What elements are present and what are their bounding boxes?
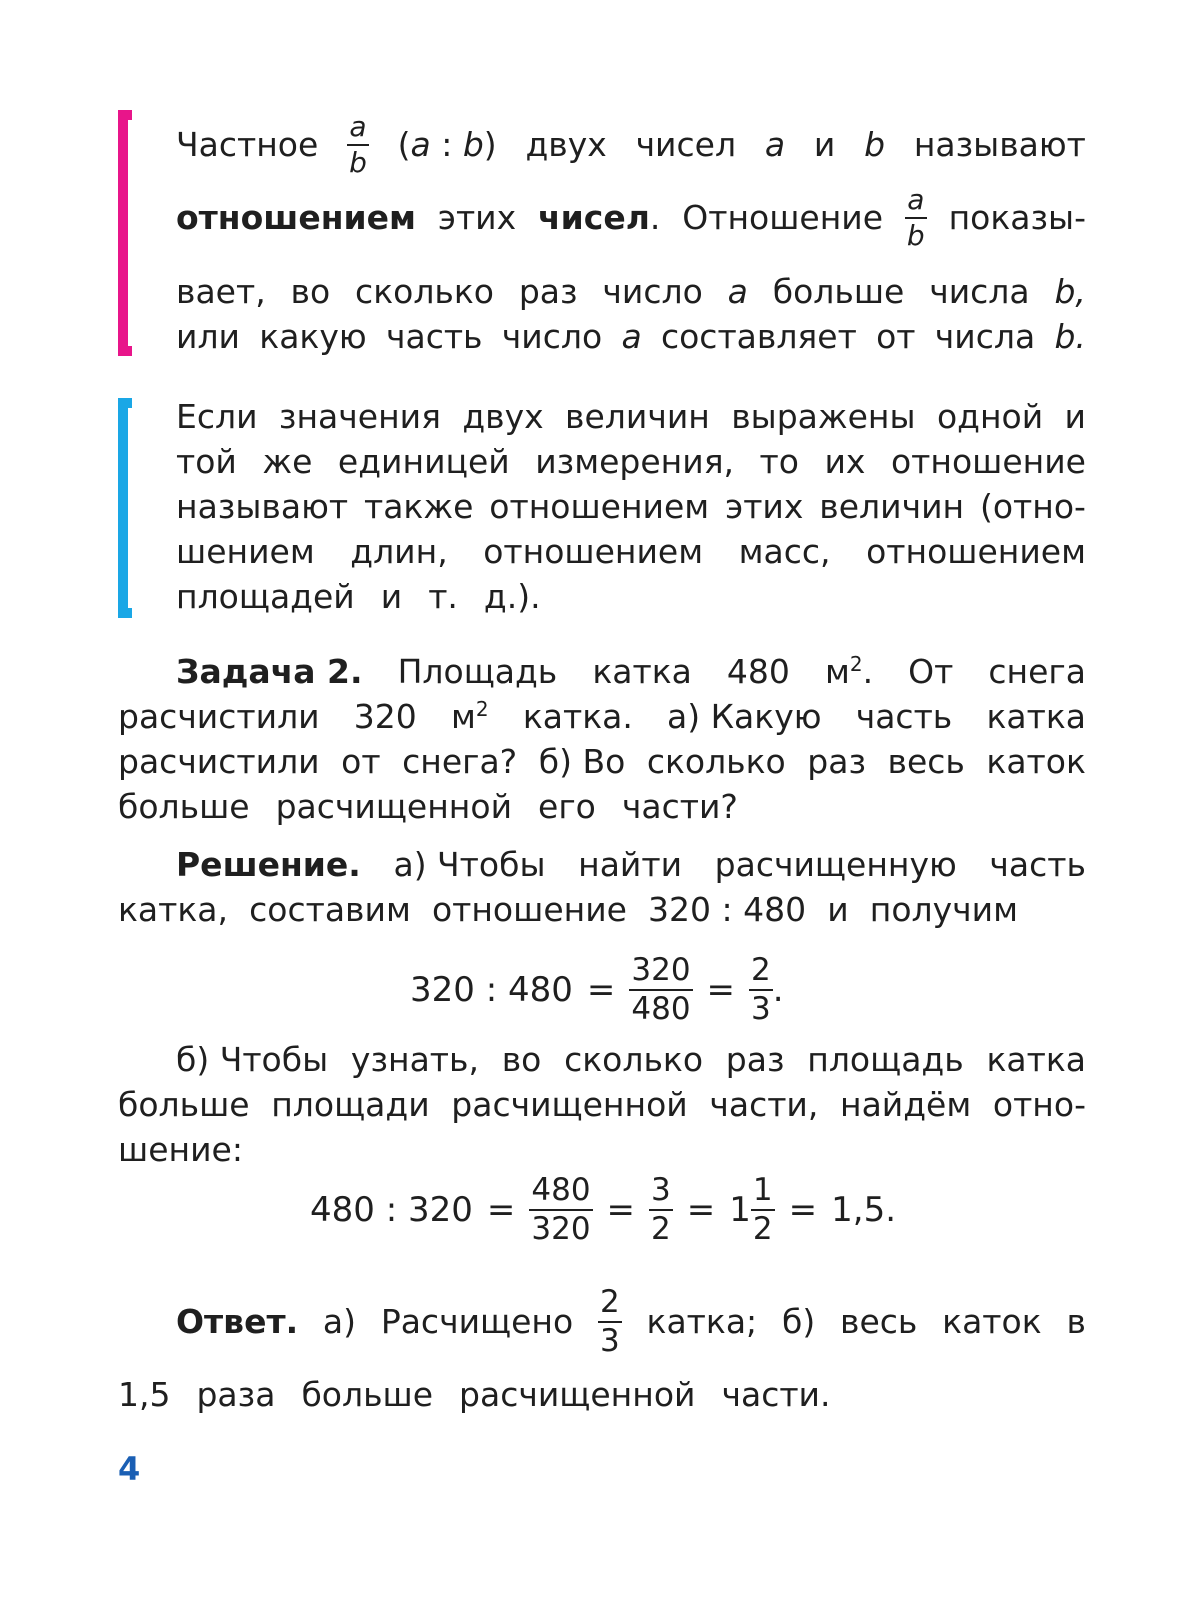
- word: т.: [428, 577, 458, 616]
- word: расчищенной: [451, 1085, 688, 1124]
- task-label: Задача 2.: [176, 652, 363, 691]
- word: расчищенной: [459, 1375, 696, 1414]
- word: расчистили: [118, 697, 320, 736]
- word: каток: [942, 1302, 1042, 1341]
- word: величин: [565, 397, 710, 436]
- word: больше: [772, 272, 905, 311]
- word: отно-: [992, 1085, 1086, 1124]
- word: весь: [887, 742, 965, 781]
- note-line: [176, 577, 1086, 617]
- word: весь: [840, 1302, 918, 1341]
- solution-label: Решение.: [176, 845, 361, 884]
- word: найти: [578, 845, 683, 884]
- word: также: [363, 487, 474, 526]
- word: От: [908, 652, 954, 691]
- variable-b: b,: [1054, 272, 1086, 311]
- solution-line-3: [176, 1040, 1086, 1080]
- fraction-two-thirds: $\frac{2}{3}$: [599, 1284, 620, 1359]
- word: а) Чтобы: [393, 845, 546, 884]
- word: отношением: [489, 487, 710, 526]
- word: а) Какую: [667, 697, 822, 736]
- word: и: [813, 125, 836, 164]
- note-bracket: [118, 398, 132, 618]
- solution-line-1: [176, 845, 1086, 885]
- word: площадей: [176, 577, 355, 616]
- note-line: [176, 442, 1086, 482]
- word: его: [538, 787, 596, 826]
- word: д.).: [483, 577, 541, 616]
- note-line: [176, 532, 1086, 572]
- word: катка;: [646, 1302, 758, 1341]
- word: Отношение: [682, 198, 884, 237]
- word: Площадь: [397, 652, 558, 691]
- fraction: $\frac{3}{2}$: [651, 1172, 671, 1247]
- word: сколько: [564, 1040, 704, 1079]
- word: части.: [721, 1375, 831, 1414]
- word: этих: [725, 487, 804, 526]
- word: отношение: [890, 442, 1086, 481]
- variable-a: a: [727, 272, 748, 311]
- number: 1,5: [118, 1375, 171, 1414]
- number: 480: [726, 652, 790, 691]
- word: шением: [176, 532, 315, 571]
- word: расчищенной: [275, 787, 513, 826]
- task-line-3: [118, 742, 1086, 782]
- word: чисел: [635, 125, 737, 164]
- definition-line-2: [176, 183, 1086, 252]
- word: расчистили: [118, 742, 320, 781]
- word: снега: [988, 652, 1086, 691]
- word: раз: [725, 1040, 785, 1079]
- word: сколько: [646, 742, 786, 781]
- word: раз: [807, 742, 866, 781]
- page-number: 4: [118, 1450, 141, 1488]
- word: их: [824, 442, 866, 481]
- note-line: [176, 397, 1086, 437]
- word: катка: [592, 652, 692, 691]
- fraction-a-over-b: $\frac{a}{b}$: [906, 183, 925, 252]
- answer-label: Ответ.: [176, 1302, 299, 1341]
- task-line-4: [118, 787, 1086, 827]
- equals-sign: =: [606, 1190, 636, 1230]
- note-line: [176, 487, 1086, 527]
- mixed-number: 1 $\frac{1}{2}$: [729, 1172, 773, 1247]
- number: 320: [353, 697, 417, 736]
- word: часть: [855, 697, 953, 736]
- word: катка.: [522, 697, 633, 736]
- word: называют: [913, 125, 1086, 164]
- word: снега?: [402, 742, 518, 781]
- equals-sign: =: [788, 1190, 818, 1230]
- word: катка: [986, 1040, 1086, 1079]
- term-bold-group: чисел.: [538, 198, 661, 237]
- word: составим: [249, 890, 411, 929]
- fraction: $\frac{480}{320}$: [531, 1172, 591, 1247]
- result: 1,5.: [831, 1190, 897, 1230]
- word: б): [781, 1302, 816, 1341]
- word: и: [1064, 397, 1086, 436]
- word: Если: [176, 397, 258, 436]
- word: больше: [301, 1375, 434, 1414]
- fraction: $\frac{320}{480}$: [631, 952, 691, 1027]
- word: б) Чтобы: [176, 1040, 329, 1079]
- formula-lhs: 320 : 480: [410, 970, 573, 1010]
- word: а): [322, 1302, 357, 1341]
- word: и: [380, 577, 403, 616]
- formula-lhs: 480 : 320: [310, 1190, 473, 1230]
- word: части,: [709, 1085, 819, 1124]
- equals-sign: =: [586, 970, 616, 1010]
- fraction-a-over-b: $\frac{a}{b}$: [349, 110, 367, 179]
- word: Частное: [176, 125, 319, 164]
- unit-square-meters: $м^2$: [450, 697, 489, 736]
- formula-2: [310, 1165, 896, 1255]
- word: катка,: [118, 890, 229, 929]
- word: называют: [176, 487, 349, 526]
- equals-sign: =: [706, 970, 736, 1010]
- answer-line-1: [176, 1282, 1086, 1362]
- word: каток: [986, 742, 1086, 781]
- word: отношением: [483, 532, 704, 571]
- word: выражены: [731, 397, 916, 436]
- word: двух: [462, 397, 544, 436]
- expression: 320 : 480: [648, 890, 807, 929]
- task-line-2: [118, 697, 1086, 737]
- word: часть: [989, 845, 1086, 884]
- word: раза: [196, 1375, 276, 1414]
- word: то: [759, 442, 799, 481]
- solution-line-4: [118, 1085, 1086, 1125]
- word: числа: [934, 317, 1036, 356]
- word: в: [1066, 1302, 1086, 1341]
- word: измерения,: [535, 442, 735, 481]
- word: больше: [118, 787, 250, 826]
- solution-line-2: [118, 890, 1018, 930]
- term-bold: отношением: [176, 198, 416, 237]
- word: площадь: [807, 1040, 964, 1079]
- word: показы-: [948, 198, 1086, 237]
- word: масс,: [738, 532, 831, 571]
- word: этих: [437, 198, 517, 237]
- word: расчищенную: [714, 845, 957, 884]
- word: число: [602, 272, 703, 311]
- unit-square-meters: $м^2$.: [824, 652, 874, 691]
- word: от: [341, 742, 381, 781]
- word: значения: [278, 397, 441, 436]
- word: во: [290, 272, 331, 311]
- fraction: $\frac{2}{3}$: [751, 952, 771, 1027]
- word: часть: [385, 317, 483, 356]
- equals-sign: =: [486, 1190, 516, 1230]
- word: Расчищено: [380, 1302, 574, 1341]
- variable-a: a: [621, 317, 642, 356]
- variable-b: b: [864, 125, 886, 164]
- word: одной: [936, 397, 1044, 436]
- word: найдём: [840, 1085, 972, 1124]
- period: .: [772, 970, 784, 1010]
- variable-b: b.: [1054, 317, 1086, 356]
- word: числа: [929, 272, 1030, 311]
- word: получим: [869, 890, 1018, 929]
- definition-line-1: [176, 110, 1086, 179]
- word: катка: [986, 697, 1086, 736]
- word: шение:: [118, 1130, 243, 1169]
- word: или: [176, 317, 240, 356]
- answer-line-2: [118, 1375, 1086, 1415]
- word: раз: [518, 272, 578, 311]
- word: какую: [259, 317, 367, 356]
- word: и: [827, 890, 849, 929]
- word: величин: [819, 487, 965, 526]
- solution-line-5: [118, 1130, 1086, 1170]
- word: длин,: [350, 532, 448, 571]
- variable-a: a: [764, 125, 786, 164]
- word: составляет: [660, 317, 857, 356]
- word: больше: [118, 1085, 250, 1124]
- word: той: [176, 442, 237, 481]
- word: же: [262, 442, 313, 481]
- word: вает,: [176, 272, 266, 311]
- word: единицей: [337, 442, 510, 481]
- word: площади: [271, 1085, 430, 1124]
- word: число: [501, 317, 603, 356]
- word: от: [876, 317, 916, 356]
- word: отношением: [866, 532, 1086, 571]
- task-line-1: [176, 652, 1086, 692]
- paren-expression: (a : b): [397, 125, 497, 164]
- word: (отно-: [979, 487, 1086, 526]
- word: сколько: [355, 272, 494, 311]
- word: части?: [621, 787, 738, 826]
- word: б) Во: [538, 742, 626, 781]
- word: отношение: [431, 890, 627, 929]
- formula-1: [410, 945, 784, 1035]
- word: двух: [525, 125, 607, 164]
- definition-line-3: [176, 272, 1086, 312]
- equals-sign: =: [686, 1190, 716, 1230]
- definition-line-4: [176, 317, 1086, 357]
- word: узнать,: [350, 1040, 479, 1079]
- word: во: [501, 1040, 542, 1079]
- definition-bracket: [118, 110, 132, 356]
